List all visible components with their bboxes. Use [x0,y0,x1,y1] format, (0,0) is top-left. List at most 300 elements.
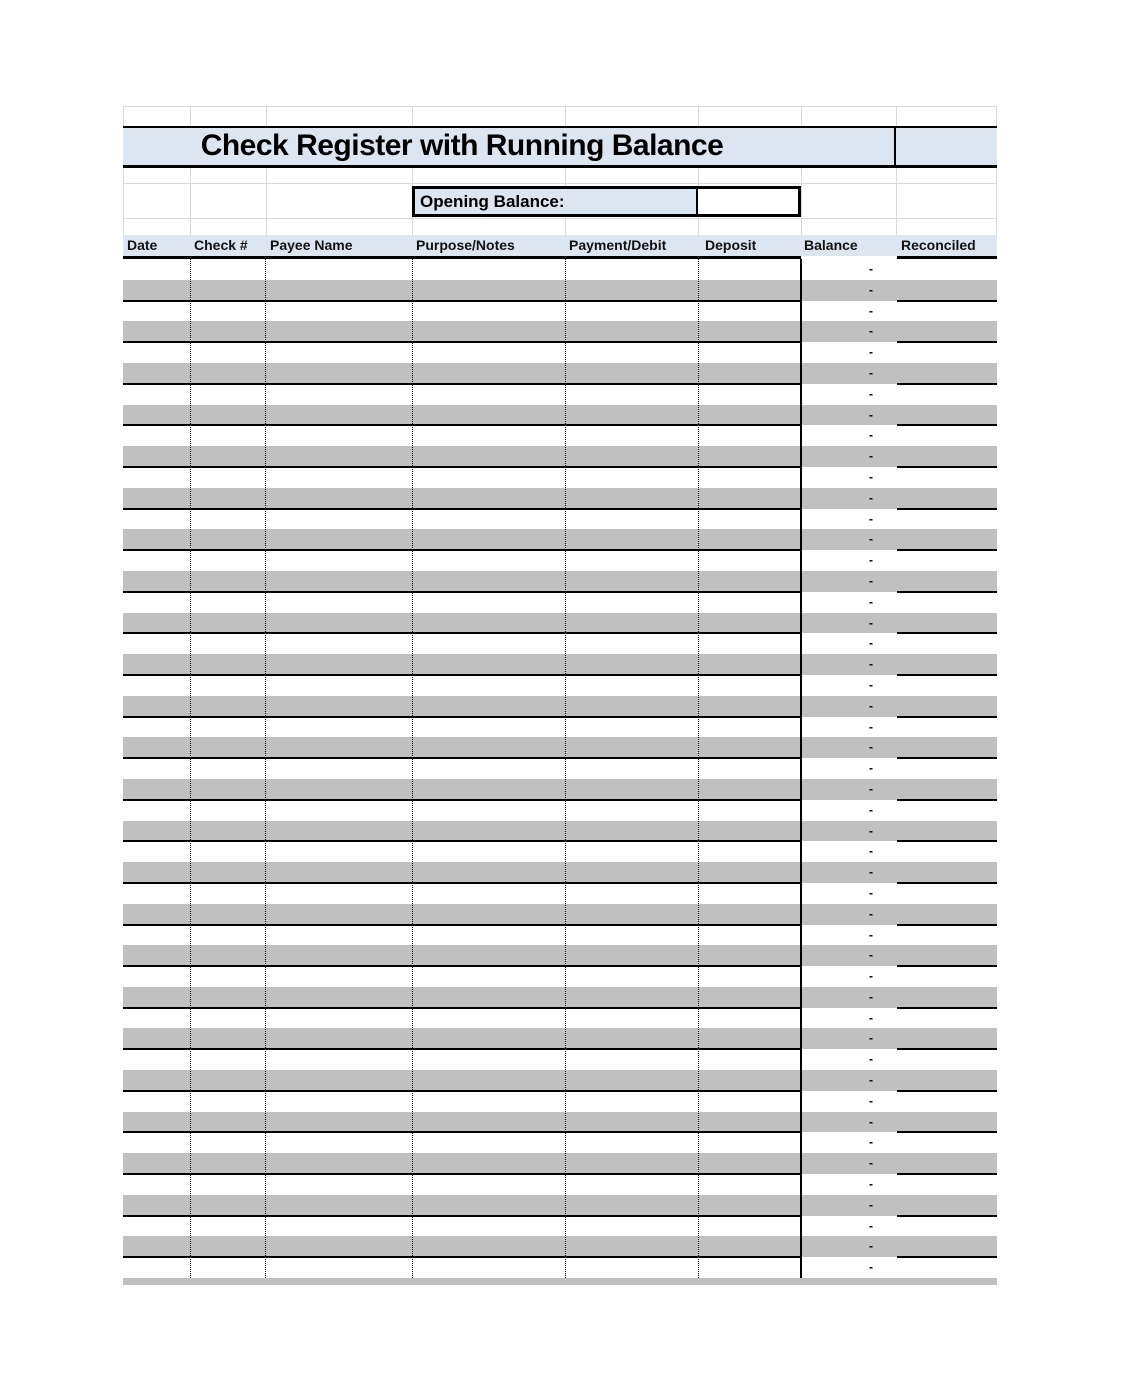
cell-reconciled[interactable] [897,841,997,862]
cell-balance[interactable]: - [869,677,873,692]
cell-balance[interactable]: - [869,761,873,776]
cell-deposit[interactable] [698,321,801,342]
cell-payee[interactable] [266,696,412,717]
cell-deposit[interactable] [698,758,801,779]
cell-balance[interactable]: - [869,906,873,921]
cell-purpose[interactable] [412,301,565,322]
cell-balance[interactable]: - [869,823,873,838]
cell-check[interactable] [190,259,266,280]
cell-check[interactable] [190,841,266,862]
cell-purpose[interactable] [412,550,565,571]
cell-payment[interactable] [565,405,698,426]
cell-payee[interactable] [266,1174,412,1195]
cell-purpose[interactable] [412,363,565,384]
cell-payee[interactable] [266,1153,412,1174]
cell-reconciled[interactable] [897,1257,997,1278]
cell-reconciled[interactable] [897,1028,997,1049]
cell-date[interactable] [123,800,190,821]
cell-date[interactable] [123,821,190,842]
cell-reconciled[interactable] [897,987,997,1008]
cell-date[interactable] [123,571,190,592]
cell-reconciled[interactable] [897,301,997,322]
cell-balance[interactable]: - [869,1073,873,1088]
cell-deposit[interactable] [698,987,801,1008]
cell-deposit[interactable] [698,779,801,800]
cell-balance[interactable]: - [869,802,873,817]
cell-balance[interactable]: - [869,365,873,380]
cell-purpose[interactable] [412,509,565,530]
cell-payment[interactable] [565,862,698,883]
cell-balance[interactable]: - [869,719,873,734]
cell-check[interactable] [190,405,266,426]
cell-date[interactable] [123,717,190,738]
cell-purpose[interactable] [412,467,565,488]
cell-balance[interactable]: - [869,1114,873,1129]
cell-balance[interactable]: - [869,1197,873,1212]
cell-check[interactable] [190,1091,266,1112]
cell-date[interactable] [123,758,190,779]
cell-check[interactable] [190,1070,266,1091]
cell-deposit[interactable] [698,509,801,530]
cell-reconciled[interactable] [897,571,997,592]
cell-payee[interactable] [266,384,412,405]
cell-balance[interactable]: - [869,885,873,900]
cell-reconciled[interactable] [897,758,997,779]
cell-deposit[interactable] [698,571,801,592]
cell-payee[interactable] [266,259,412,280]
cell-reconciled[interactable] [897,966,997,987]
cell-date[interactable] [123,280,190,301]
cell-deposit[interactable] [698,1153,801,1174]
cell-deposit[interactable] [698,488,801,509]
cell-reconciled[interactable] [897,737,997,758]
cell-date[interactable] [123,363,190,384]
cell-deposit[interactable] [698,301,801,322]
cell-deposit[interactable] [698,592,801,613]
cell-purpose[interactable] [412,613,565,634]
cell-date[interactable] [123,1070,190,1091]
cell-payee[interactable] [266,1091,412,1112]
cell-check[interactable] [190,1008,266,1029]
cell-purpose[interactable] [412,1070,565,1091]
cell-date[interactable] [123,1153,190,1174]
cell-payment[interactable] [565,446,698,467]
cell-date[interactable] [123,1257,190,1278]
cell-payment[interactable] [565,1008,698,1029]
cell-date[interactable] [123,384,190,405]
cell-payment[interactable] [565,488,698,509]
cell-payment[interactable] [565,571,698,592]
cell-deposit[interactable] [698,945,801,966]
cell-payee[interactable] [266,1195,412,1216]
cell-reconciled[interactable] [897,696,997,717]
cell-date[interactable] [123,633,190,654]
cell-check[interactable] [190,1153,266,1174]
cell-payment[interactable] [565,613,698,634]
cell-payment[interactable] [565,1174,698,1195]
cell-balance[interactable]: - [869,1177,873,1192]
cell-reconciled[interactable] [897,1174,997,1195]
cell-payment[interactable] [565,945,698,966]
cell-purpose[interactable] [412,571,565,592]
cell-payee[interactable] [266,737,412,758]
cell-balance[interactable]: - [869,615,873,630]
cell-deposit[interactable] [698,1091,801,1112]
cell-purpose[interactable] [412,1132,565,1153]
cell-payee[interactable] [266,841,412,862]
cell-deposit[interactable] [698,654,801,675]
cell-payment[interactable] [565,883,698,904]
cell-payment[interactable] [565,758,698,779]
cell-reconciled[interactable] [897,1049,997,1070]
cell-date[interactable] [123,1028,190,1049]
cell-reconciled[interactable] [897,1236,997,1257]
cell-deposit[interactable] [698,384,801,405]
cell-purpose[interactable] [412,321,565,342]
cell-payee[interactable] [266,883,412,904]
cell-reconciled[interactable] [897,592,997,613]
cell-payment[interactable] [565,592,698,613]
cell-reconciled[interactable] [897,1070,997,1091]
cell-payee[interactable] [266,613,412,634]
cell-payee[interactable] [266,1216,412,1237]
cell-balance[interactable]: - [869,927,873,942]
cell-payment[interactable] [565,280,698,301]
cell-reconciled[interactable] [897,1008,997,1029]
cell-date[interactable] [123,945,190,966]
cell-deposit[interactable] [698,841,801,862]
cell-date[interactable] [123,654,190,675]
cell-date[interactable] [123,737,190,758]
cell-purpose[interactable] [412,446,565,467]
cell-reconciled[interactable] [897,363,997,384]
cell-deposit[interactable] [698,675,801,696]
cell-purpose[interactable] [412,425,565,446]
cell-check[interactable] [190,1257,266,1278]
cell-purpose[interactable] [412,675,565,696]
cell-check[interactable] [190,571,266,592]
cell-check[interactable] [190,821,266,842]
cell-deposit[interactable] [698,363,801,384]
cell-payment[interactable] [565,654,698,675]
cell-reconciled[interactable] [897,800,997,821]
cell-deposit[interactable] [698,259,801,280]
cell-date[interactable] [123,488,190,509]
cell-check[interactable] [190,488,266,509]
cell-balance[interactable]: - [869,636,873,651]
cell-payee[interactable] [266,779,412,800]
cell-balance[interactable]: - [869,324,873,339]
cell-payment[interactable] [565,717,698,738]
cell-deposit[interactable] [698,446,801,467]
cell-payee[interactable] [266,1008,412,1029]
cell-payment[interactable] [565,550,698,571]
cell-reconciled[interactable] [897,862,997,883]
cell-deposit[interactable] [698,904,801,925]
cell-balance[interactable]: - [869,1135,873,1150]
cell-reconciled[interactable] [897,467,997,488]
cell-check[interactable] [190,509,266,530]
cell-purpose[interactable] [412,280,565,301]
cell-deposit[interactable] [698,342,801,363]
cell-balance[interactable]: - [869,1239,873,1254]
cell-deposit[interactable] [698,467,801,488]
cell-reconciled[interactable] [897,425,997,446]
cell-check[interactable] [190,342,266,363]
cell-payee[interactable] [266,467,412,488]
cell-payee[interactable] [266,321,412,342]
cell-date[interactable] [123,1236,190,1257]
cell-purpose[interactable] [412,1216,565,1237]
cell-date[interactable] [123,1008,190,1029]
cell-check[interactable] [190,1049,266,1070]
cell-reconciled[interactable] [897,945,997,966]
cell-reconciled[interactable] [897,675,997,696]
cell-balance[interactable]: - [869,282,873,297]
cell-balance[interactable]: - [869,1260,873,1275]
cell-balance[interactable]: - [869,698,873,713]
cell-date[interactable] [123,405,190,426]
cell-date[interactable] [123,987,190,1008]
cell-purpose[interactable] [412,405,565,426]
cell-balance[interactable]: - [869,511,873,526]
cell-reconciled[interactable] [897,904,997,925]
cell-purpose[interactable] [412,384,565,405]
cell-purpose[interactable] [412,1236,565,1257]
cell-date[interactable] [123,550,190,571]
cell-check[interactable] [190,758,266,779]
cell-check[interactable] [190,966,266,987]
cell-payment[interactable] [565,321,698,342]
cell-date[interactable] [123,1174,190,1195]
cell-balance[interactable]: - [869,1052,873,1067]
cell-payee[interactable] [266,904,412,925]
cell-payee[interactable] [266,509,412,530]
cell-purpose[interactable] [412,1049,565,1070]
cell-balance[interactable]: - [869,262,873,276]
cell-check[interactable] [190,613,266,634]
cell-date[interactable] [123,862,190,883]
cell-purpose[interactable] [412,1091,565,1112]
opening-balance-value-cell[interactable] [696,189,798,214]
cell-balance[interactable]: - [869,449,873,464]
cell-check[interactable] [190,987,266,1008]
cell-balance[interactable]: - [869,490,873,505]
cell-balance[interactable]: - [869,1093,873,1108]
cell-check[interactable] [190,301,266,322]
cell-date[interactable] [123,259,190,280]
cell-balance[interactable]: - [869,428,873,443]
cell-deposit[interactable] [698,1216,801,1237]
cell-deposit[interactable] [698,1195,801,1216]
cell-date[interactable] [123,1049,190,1070]
cell-deposit[interactable] [698,800,801,821]
cell-deposit[interactable] [698,1257,801,1278]
cell-check[interactable] [190,675,266,696]
cell-deposit[interactable] [698,925,801,946]
cell-reconciled[interactable] [897,1091,997,1112]
cell-balance[interactable]: - [869,844,873,859]
cell-payee[interactable] [266,987,412,1008]
cell-payee[interactable] [266,592,412,613]
cell-date[interactable] [123,321,190,342]
cell-payment[interactable] [565,925,698,946]
cell-reconciled[interactable] [897,488,997,509]
cell-reconciled[interactable] [897,1132,997,1153]
cell-deposit[interactable] [698,1028,801,1049]
cell-balance[interactable]: - [869,573,873,588]
cell-deposit[interactable] [698,1132,801,1153]
cell-payment[interactable] [565,633,698,654]
cell-balance[interactable]: - [869,1218,873,1233]
cell-balance[interactable]: - [869,781,873,796]
cell-check[interactable] [190,633,266,654]
cell-payment[interactable] [565,529,698,550]
cell-payment[interactable] [565,384,698,405]
cell-deposit[interactable] [698,1112,801,1133]
cell-check[interactable] [190,1112,266,1133]
cell-check[interactable] [190,925,266,946]
cell-reconciled[interactable] [897,925,997,946]
cell-payment[interactable] [565,904,698,925]
cell-date[interactable] [123,675,190,696]
cell-date[interactable] [123,925,190,946]
cell-check[interactable] [190,883,266,904]
cell-purpose[interactable] [412,862,565,883]
cell-purpose[interactable] [412,654,565,675]
cell-reconciled[interactable] [897,633,997,654]
cell-purpose[interactable] [412,1153,565,1174]
cell-payee[interactable] [266,925,412,946]
cell-payment[interactable] [565,737,698,758]
cell-deposit[interactable] [698,717,801,738]
cell-payment[interactable] [565,779,698,800]
cell-reconciled[interactable] [897,384,997,405]
cell-check[interactable] [190,1216,266,1237]
cell-payment[interactable] [565,342,698,363]
cell-payment[interactable] [565,841,698,862]
cell-check[interactable] [190,384,266,405]
cell-payment[interactable] [565,1236,698,1257]
cell-payee[interactable] [266,488,412,509]
cell-purpose[interactable] [412,925,565,946]
cell-check[interactable] [190,904,266,925]
cell-check[interactable] [190,1236,266,1257]
cell-payment[interactable] [565,966,698,987]
cell-reconciled[interactable] [897,1112,997,1133]
cell-date[interactable] [123,883,190,904]
cell-balance[interactable]: - [869,1010,873,1025]
cell-payee[interactable] [266,529,412,550]
cell-payee[interactable] [266,945,412,966]
cell-purpose[interactable] [412,592,565,613]
cell-purpose[interactable] [412,1257,565,1278]
cell-reconciled[interactable] [897,717,997,738]
cell-purpose[interactable] [412,987,565,1008]
cell-check[interactable] [190,654,266,675]
cell-purpose[interactable] [412,945,565,966]
cell-balance[interactable]: - [869,407,873,422]
cell-purpose[interactable] [412,1008,565,1029]
cell-balance[interactable]: - [869,303,873,318]
cell-payee[interactable] [266,675,412,696]
cell-check[interactable] [190,862,266,883]
cell-purpose[interactable] [412,758,565,779]
cell-check[interactable] [190,321,266,342]
cell-purpose[interactable] [412,717,565,738]
cell-payment[interactable] [565,1195,698,1216]
cell-date[interactable] [123,904,190,925]
cell-payment[interactable] [565,987,698,1008]
cell-purpose[interactable] [412,1195,565,1216]
cell-payee[interactable] [266,862,412,883]
cell-reconciled[interactable] [897,321,997,342]
cell-payment[interactable] [565,1049,698,1070]
cell-purpose[interactable] [412,800,565,821]
cell-deposit[interactable] [698,1236,801,1257]
cell-balance[interactable]: - [869,948,873,963]
cell-balance[interactable]: - [869,657,873,672]
cell-check[interactable] [190,592,266,613]
cell-payee[interactable] [266,654,412,675]
cell-payee[interactable] [266,1112,412,1133]
cell-check[interactable] [190,467,266,488]
cell-date[interactable] [123,779,190,800]
cell-check[interactable] [190,425,266,446]
cell-deposit[interactable] [698,1008,801,1029]
cell-payee[interactable] [266,1236,412,1257]
cell-payee[interactable] [266,301,412,322]
cell-balance[interactable]: - [869,1156,873,1171]
cell-purpose[interactable] [412,488,565,509]
cell-reconciled[interactable] [897,1216,997,1237]
cell-payment[interactable] [565,800,698,821]
cell-payment[interactable] [565,467,698,488]
cell-date[interactable] [123,1132,190,1153]
cell-check[interactable] [190,550,266,571]
cell-purpose[interactable] [412,696,565,717]
cell-reconciled[interactable] [897,280,997,301]
cell-payee[interactable] [266,1070,412,1091]
cell-check[interactable] [190,945,266,966]
cell-balance[interactable]: - [869,989,873,1004]
cell-payee[interactable] [266,800,412,821]
cell-balance[interactable]: - [869,969,873,984]
cell-payee[interactable] [266,280,412,301]
cell-payee[interactable] [266,571,412,592]
cell-date[interactable] [123,1216,190,1237]
cell-payment[interactable] [565,1091,698,1112]
cell-payment[interactable] [565,821,698,842]
cell-payment[interactable] [565,696,698,717]
cell-payee[interactable] [266,717,412,738]
cell-purpose[interactable] [412,779,565,800]
cell-check[interactable] [190,800,266,821]
cell-check[interactable] [190,280,266,301]
cell-payment[interactable] [565,509,698,530]
cell-balance[interactable]: - [869,532,873,547]
cell-payment[interactable] [565,675,698,696]
cell-payment[interactable] [565,1112,698,1133]
cell-deposit[interactable] [698,966,801,987]
cell-deposit[interactable] [698,550,801,571]
cell-deposit[interactable] [698,862,801,883]
cell-check[interactable] [190,446,266,467]
cell-purpose[interactable] [412,966,565,987]
cell-purpose[interactable] [412,1112,565,1133]
cell-payee[interactable] [266,446,412,467]
cell-payee[interactable] [266,966,412,987]
